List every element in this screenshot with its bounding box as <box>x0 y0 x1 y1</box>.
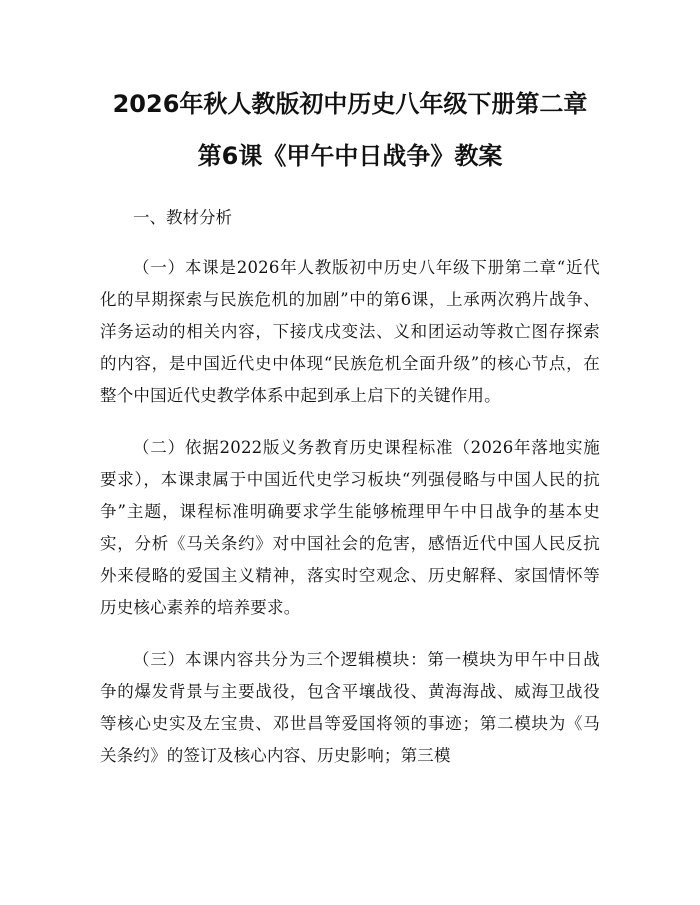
paragraph-3: （三）本课内容共分为三个逻辑模块：第一模块为甲午中日战争的爆发背景与主要战役，包含平壤战役、黄海海战、威海卫战役等核心史实及左宝贵、邓世昌等爱国将领的事迹；第二模块为《马关条约》的签订及核心内容、历史影响；第三模 <box>100 650 600 765</box>
section-heading-textbook-analysis: 一、教材分析 <box>133 208 232 227</box>
document-title-line-1: 2026年秋人教版初中历史八年级下册第二章 <box>112 90 588 118</box>
paragraph-2: （二）依据2022版义务教育历史课程标准（2026年落地实施要求），本课隶属于中国近代史学习板块“列强侵略与中国人民的抗争”主题，课程标准明确要求学生能够梳理甲午中日战争的基本史实，分析《马关条约》对中国社会的危害，感悟近代中国人民反抗外来侵略的爱国主义精神，落实时空观念、历史解释、家国情怀等历史核心素养的培养要求。 <box>100 438 600 617</box>
document-title-line-2: 第6课《甲午中日战争》教案 <box>197 142 503 170</box>
paragraph-1: （一）本课是2026年人教版初中历史八年级下册第二章“近代化的早期探索与民族危机的加剧”中的第6课，上承两次鸦片战争、洋务运动的相关内容，下接戊戌变法、义和团运动等救亡图存探索的内容，是中国近代史中体现“民族危机全面升级”的核心节点，在整个中国近代史教学体系中起到承上启下的关键作用。 <box>100 258 600 405</box>
